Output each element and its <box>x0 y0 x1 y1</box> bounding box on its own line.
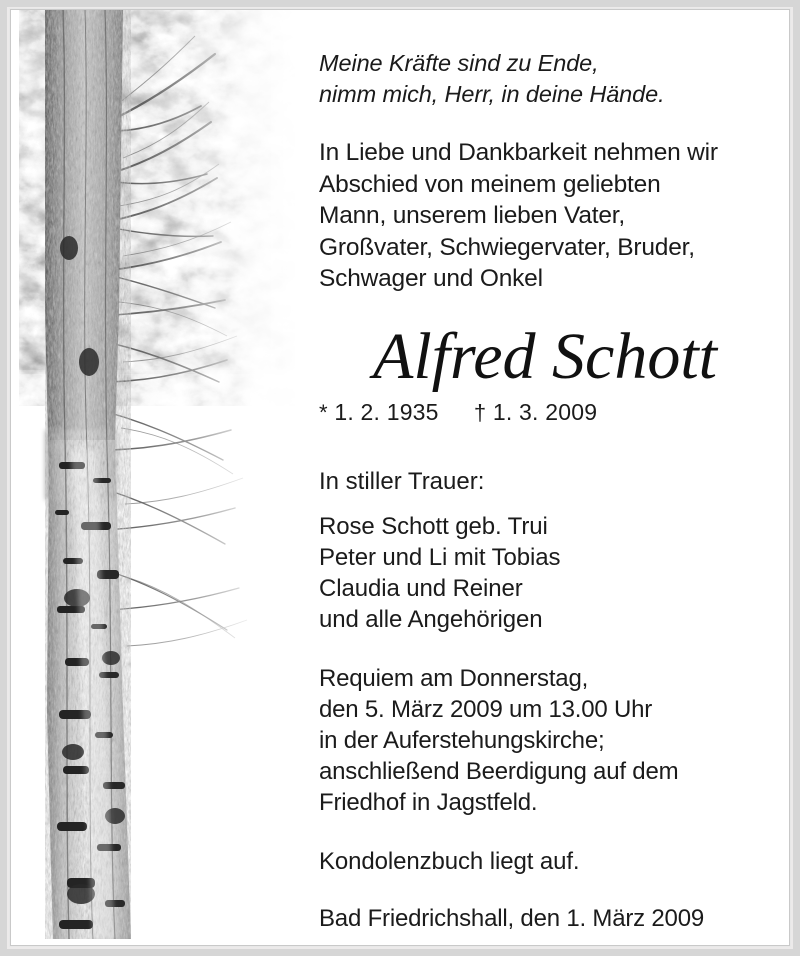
birth-date: 1. 2. 1935 <box>334 398 439 425</box>
death-symbol: † <box>473 399 487 425</box>
service-line-3: in der Auferstehungskirche; <box>319 726 605 754</box>
condolence-note: Kondolenzbuch liegt auf. <box>319 847 580 875</box>
service-line-4: anschließend Beerdigung auf dem <box>319 757 679 785</box>
notice-card <box>10 9 790 946</box>
verse-line-1: Meine Kräfte sind zu Ende, <box>319 50 599 76</box>
intro-line-4: Großvater, Schwiegervater, Bruder, <box>319 233 695 261</box>
mourners-list <box>319 511 783 635</box>
intro-block <box>319 137 783 295</box>
intro-line-2: Abschied von meinem geliebten <box>319 170 661 198</box>
notice-text-column <box>319 10 789 939</box>
service-line-5: Friedhof in Jagstfeld. <box>319 788 538 816</box>
mourner-line-3: Claudia und Reiner <box>319 574 523 602</box>
mourner-line-2: Peter und Li mit Tobias <box>319 543 561 571</box>
mourner-line-1: Rose Schott geb. Trui <box>319 512 548 540</box>
mourning-heading: In stiller Trauer: <box>319 467 485 495</box>
birch-tree-photo <box>19 10 303 939</box>
death-date: 1. 3. 2009 <box>492 398 598 425</box>
deceased-name: Alfred Schott <box>373 319 717 393</box>
intro-line-5: Schwager und Onkel <box>319 265 543 292</box>
service-line-1: Requiem am Donnerstag, <box>319 664 589 692</box>
service-line-2: den 5. März 2009 um 13.00 Uhr <box>319 695 653 723</box>
place-and-date: Bad Friedrichshall, den 1. März 2009 <box>319 904 705 932</box>
mourner-line-4: und alle Angehörigen <box>319 605 543 633</box>
intro-line-1: In Liebe und Dankbarkeit nehmen wir <box>319 139 718 166</box>
birth-symbol: * <box>319 399 328 425</box>
verse-line-2: nimm mich, Herr, in deine Hände. <box>319 81 665 107</box>
life-dates <box>319 397 783 428</box>
intro-line-3: Mann, unserem lieben Vater, <box>319 202 626 229</box>
service-details <box>319 663 783 818</box>
verse-block <box>319 48 783 110</box>
